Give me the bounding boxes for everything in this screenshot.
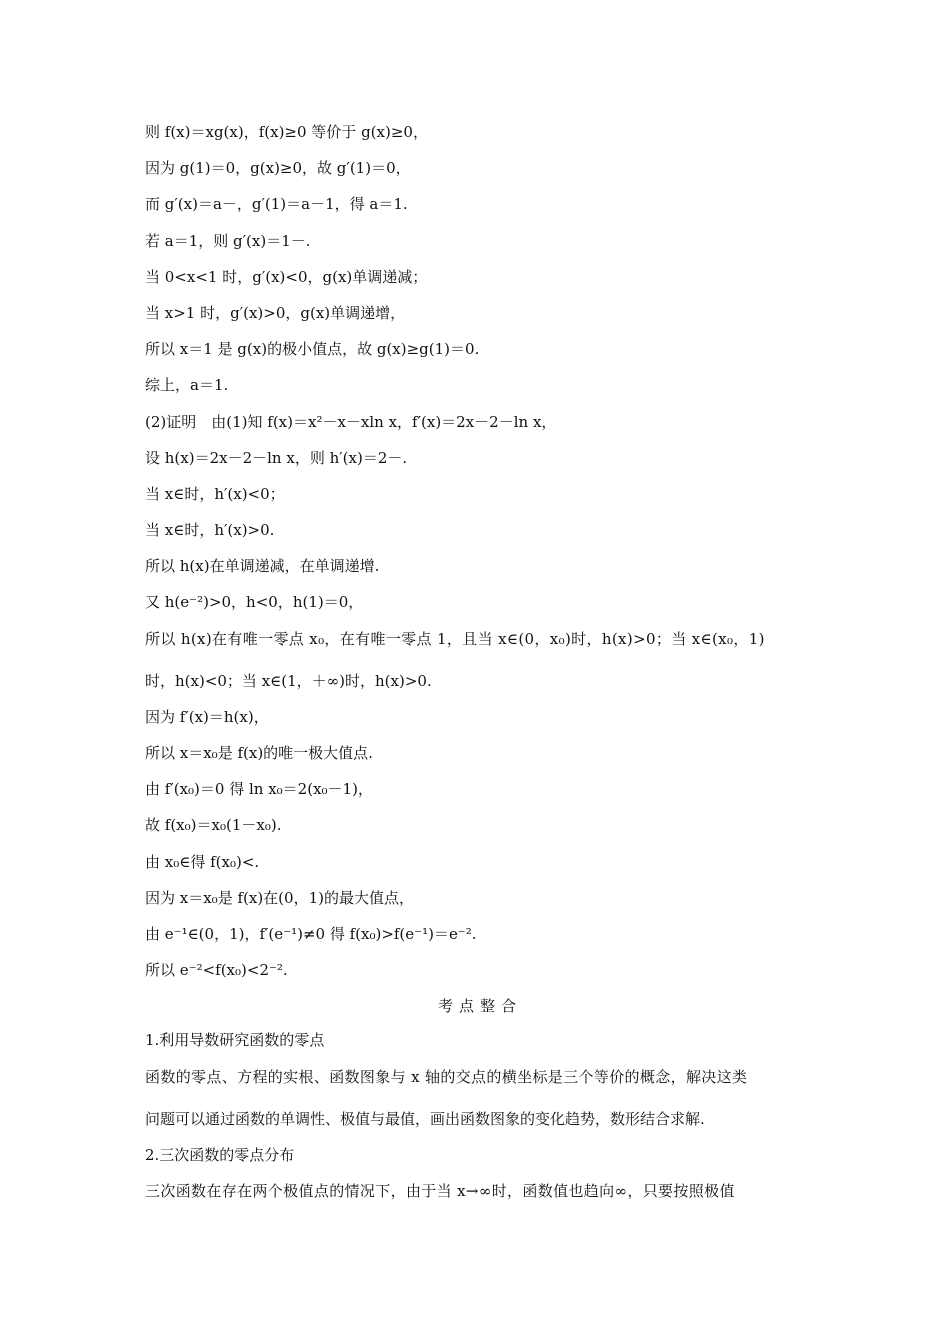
text-line: 所以 x＝x₀是 f(x)的唯一极大值点. [145,744,373,762]
text-line: 因为 g(1)＝0，g(x)≥0，故 g′(1)＝0， [145,159,411,178]
text-line: 又 h(e⁻²)>0，h<0，h(1)＝0， [145,593,364,612]
text-line: 综上，a＝1. [145,376,229,395]
text-line: 若 a＝1，则 g′(x)＝1－. [145,231,311,250]
text-line: 当 0<x<1 时，g′(x)<0，g(x)单调递减； [145,267,428,286]
text-line: 所以 x＝1 是 g(x)的极小值点，故 g(x)≥g(1)＝0. [145,340,480,359]
paragraph-line: 问题可以通过函数的单调性、极值与最值，画出函数图象的变化趋势，数形结合求解. [145,1109,705,1128]
text-line: 所以 e⁻²<f(x₀)<2⁻². [145,961,288,980]
text-line: 当 x∈时，h′(x)<0； [145,484,285,503]
item-heading: 1.利用导数研究函数的零点 [145,1031,325,1050]
text-line: 当 x>1 时，g′(x)>0，g(x)单调递增， [145,303,406,322]
document-body [145,122,815,1217]
text-line: (2)证明 由(1)知 f(x)＝x²－x－xln x，f′(x)＝2x－2－ln x， [145,412,557,431]
text-line: 所以 h(x)在单调递减，在单调递增. [145,557,380,576]
text-line: 故 f(x₀)＝x₀(1－x₀). [145,816,282,835]
text-line: 因为 x＝x₀是 f(x)在(0，1)的最大值点， [145,888,414,907]
text-line: 由 x₀∈得 f(x₀)<. [145,852,260,871]
text-line: 由 e⁻¹∈(0，1)，f′(e⁻¹)≠0 得 f(x₀)>f(e⁻¹)＝e⁻². [145,924,477,943]
text-line: 时，h(x)<0；当 x∈(1，＋∞)时，h(x)>0. [145,671,432,690]
text-line: 设 h(x)＝2x－2－ln x，则 h′(x)＝2－. [145,448,408,467]
section-title: 考点整合 [437,997,522,1016]
text-line: 当 x∈时，h′(x)>0. [145,521,275,540]
text-line: 而 g′(x)＝a－，g′(1)＝a－1，得 a＝1. [145,195,408,214]
paragraph-line: 函数的零点、方程的实根、函数图象与 x 轴的交点的横坐标是三个等价的概念，解决这类 [145,1067,748,1086]
item-heading: 2.三次函数的零点分布 [145,1145,295,1164]
text-line: 因为 f′(x)＝h(x)， [145,707,269,726]
paragraph-line: 三次函数在存在两个极值点的情况下，由于当 x→∞时，函数值也趋向∞，只要按照极值 [145,1181,735,1200]
text-line: 由 f′(x₀)＝0 得 ln x₀＝2(x₀－1)， [145,780,373,799]
text-line: 所以 h(x)在有唯一零点 x₀，在有唯一零点 1，且当 x∈(0，x₀)时，h(x)>0；当 x∈(x₀，1) [145,629,765,648]
text-line: 则 f(x)＝xg(x)，f(x)≥0 等价于 g(x)≥0， [145,123,428,141]
